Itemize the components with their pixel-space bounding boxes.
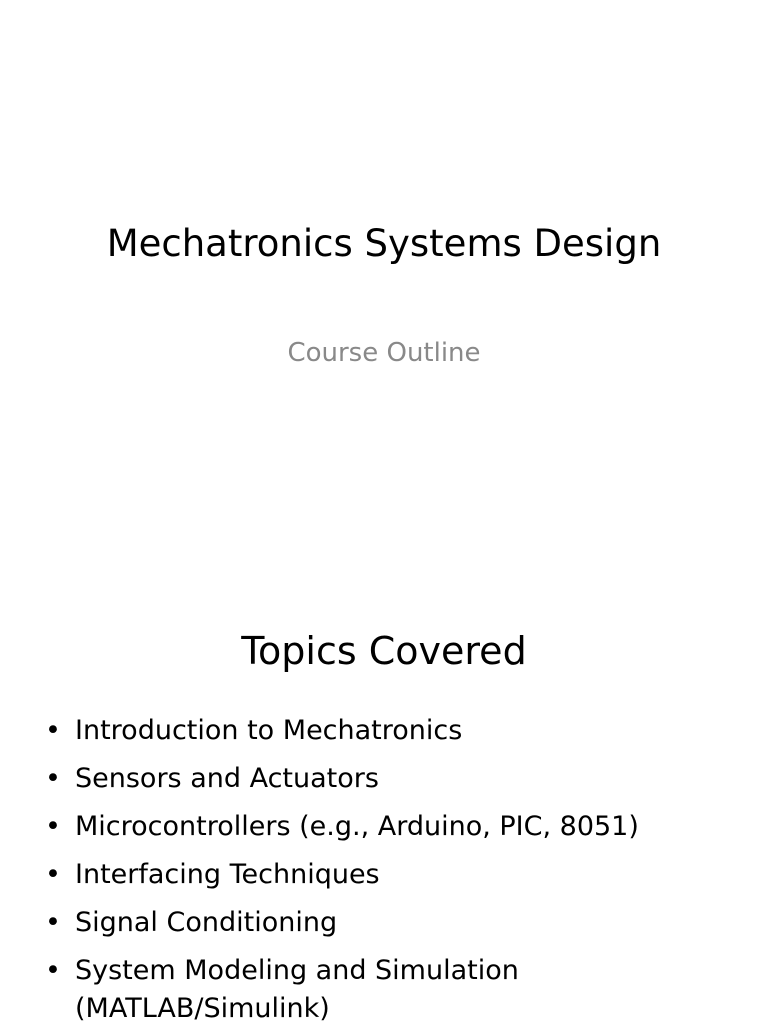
slide-subtitle: Course Outline: [287, 338, 481, 368]
list-item: [0, 808, 768, 846]
slide-title: Mechatronics Systems Design: [106, 222, 662, 265]
bullet-icon: •: [45, 955, 61, 986]
bullet-icon: •: [45, 907, 61, 938]
bullet-icon: •: [45, 763, 61, 794]
topics-heading: Topics Covered: [241, 629, 527, 673]
list-item: [0, 856, 768, 894]
bullet-icon: •: [45, 715, 61, 746]
list-item: [0, 952, 768, 1024]
bullet-icon: •: [45, 859, 61, 890]
list-item: [0, 712, 768, 750]
topic-text: Interfacing Techniques: [75, 859, 380, 890]
topic-text: Introduction to Mechatronics: [75, 715, 463, 746]
topic-list: [0, 712, 768, 1024]
topic-text: Sensors and Actuators: [75, 763, 379, 794]
list-item: [0, 904, 768, 942]
list-item: [0, 760, 768, 798]
bullet-icon: •: [45, 811, 61, 842]
topic-text: Signal Conditioning: [75, 907, 338, 938]
topics-slide: [0, 576, 768, 1024]
topic-text: System Modeling and Simulation (MATLAB/Simulink): [75, 955, 519, 1024]
topic-text: Microcontrollers (e.g., Arduino, PIC, 8051): [75, 811, 639, 842]
